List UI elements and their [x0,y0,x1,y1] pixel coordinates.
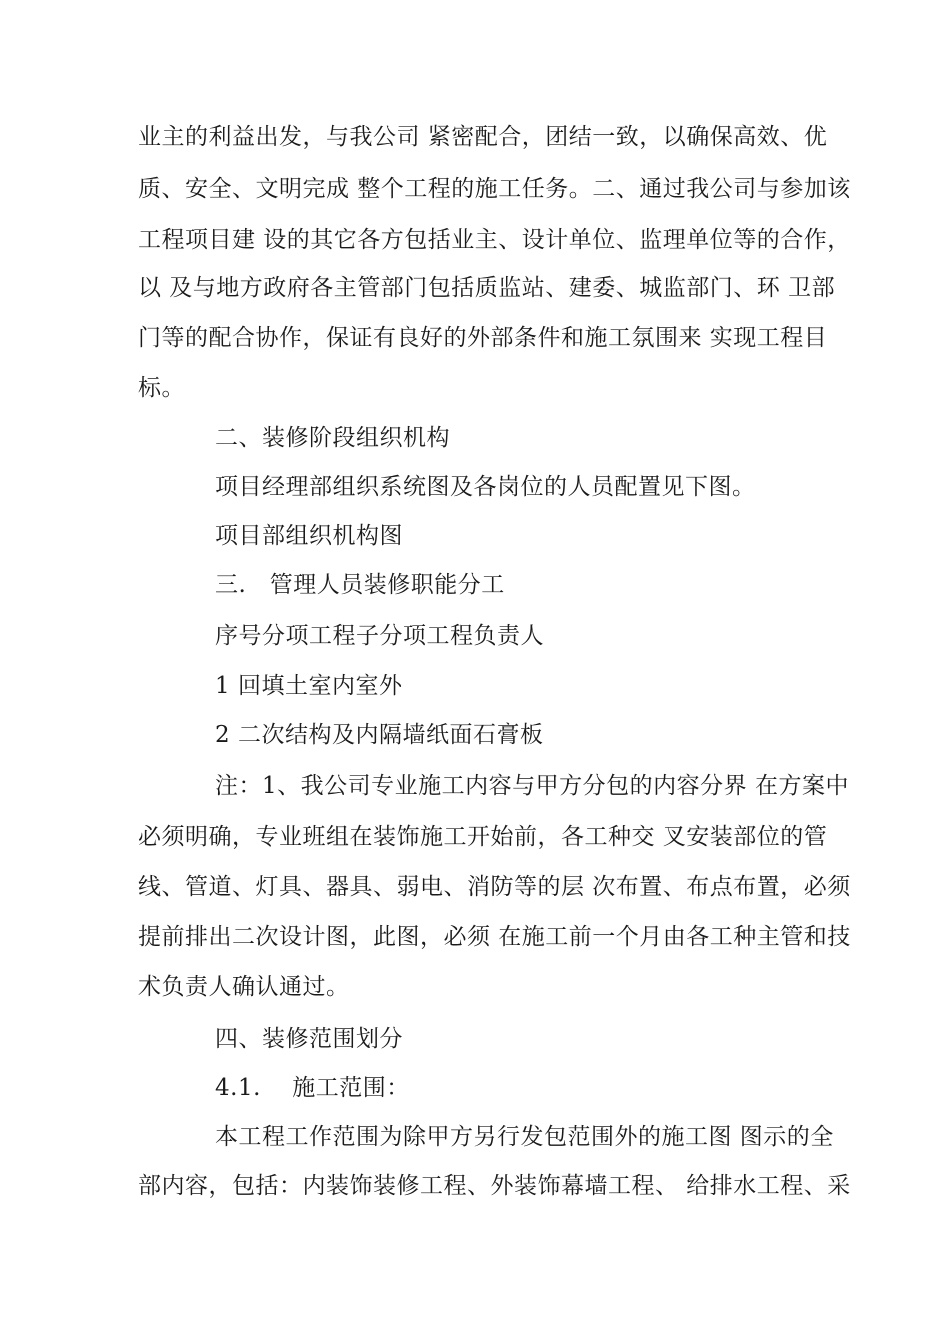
table-row: 2 二次结构及内隔墙纸面石膏板 [215,722,544,748]
table-row: 1 回填土室内室外 [215,673,403,699]
note-line: 提前排出二次设计图，此图，必须 在施工前一个月由各工种主管和技 [138,924,851,950]
section-heading: 二、装修阶段组织机构 [215,425,450,451]
paragraph-line: 部内容，包括：内装饰装修工程、外装饰幕墙工程、 给排水工程、采 [138,1173,851,1199]
note-line: 注：1、我公司专业施工内容与甲方分包的内容分界 在方案中 [215,773,849,799]
paragraph-line: 标。 [138,375,185,401]
paragraph-line: 工程项目建 设的其它各方包括业主、设计单位、监理单位等的合作， [138,227,851,253]
subsection-heading: 4.1. 施工范围： [215,1075,410,1101]
section-heading: 四、装修范围划分 [215,1026,403,1052]
note-line: 术负责人确认通过。 [138,974,350,1000]
paragraph-line: 本工程工作范围为除甲方另行发包范围外的施工图 图示的全 [215,1124,834,1150]
note-line: 线、管道、灯具、器具、弱电、消防等的层 次布置、布点布置，必须 [138,874,851,900]
paragraph-line: 门等的配合协作，保证有良好的外部条件和施工氛围来 实现工程目 [138,325,828,351]
paragraph-line: 业主的利益出发，与我公司 紧密配合，团结一致，以确保高效、优 [138,124,828,150]
table-header: 序号分项工程子分项工程负责人 [215,623,544,649]
section-text: 项目经理部组织系统图及各岗位的人员配置见下图。 [215,474,756,500]
paragraph-line: 质、安全、文明完成 整个工程的施工任务。二、通过我公司与参加该 [138,176,851,202]
section-heading: 三. 管理人员装修职能分工 [215,572,505,598]
figure-caption: 项目部组织机构图 [215,523,403,549]
note-line: 必须明确，专业班组在装饰施工开始前，各工种交 叉安装部位的管 [138,824,828,850]
paragraph-line: 以 及与地方政府各主管部门包括质监站、建委、城监部门、环 卫部 [138,275,836,301]
